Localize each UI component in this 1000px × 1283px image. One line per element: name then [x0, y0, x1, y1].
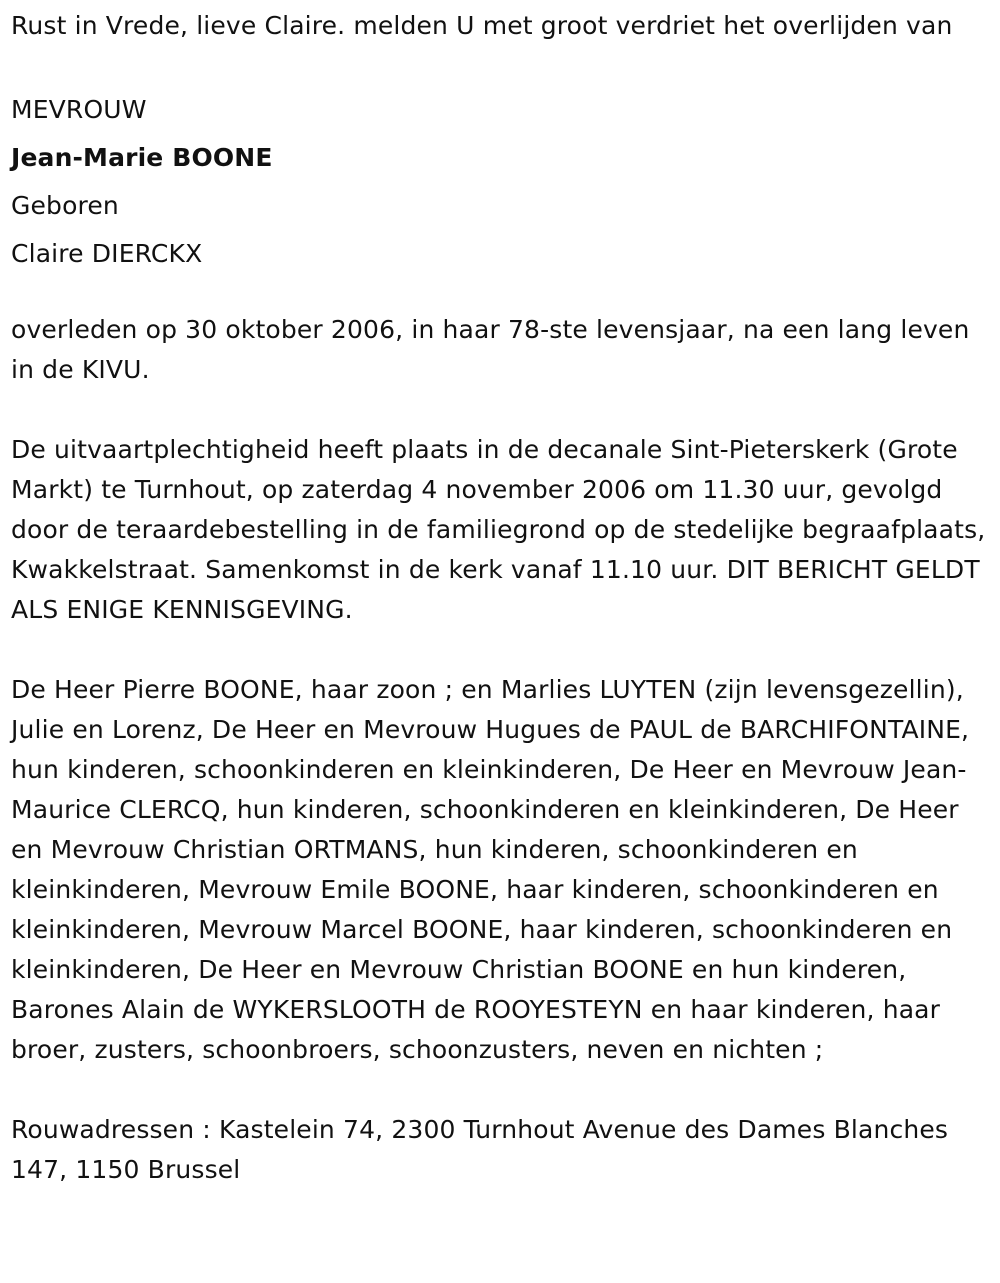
intro-paragraph: Rust in Vrede, lieve Claire. melden U met groot verdriet het overlijden van — [11, 11, 953, 40]
born-label: Geboren — [11, 191, 119, 220]
family-paragraph: De Heer Pierre BOONE, haar zoon ; en Marlies LUYTEN (zijn levensgezellin), Julie en Lorenz, De Heer en Mevrouw Hugues de PAUL de BARCHIFONTAINE, hun kinderen, schoonkinderen en kleinkinderen, De Heer en Mevrouw Jean-Maurice CLERCQ, hun kinderen, schoonkinderen en kleinkinderen, De Heer en Mevrouw Christian ORTMANS, hun kinderen, schoonkinderen en kleinkinderen, Mevrouw Emile BOONE, haar kinderen, schoonkinderen en kleinkinderen, Mevrouw Marcel BOONE, haar kinderen, schoonkinderen en kleinkinderen, De Heer en Mevrouw Christian BOONE en hun kinderen, Barones Alain de WYKERSLOOTH de ROOYESTEYN en haar kinderen, haar broer, zusters, schoonbroers, schoonzusters, neven en nichten ; — [11, 675, 970, 1064]
birth-name: Claire DIERCKX — [11, 239, 203, 268]
deceased-block — [11, 86, 988, 278]
addresses-paragraph: Rouwadressen : Kastelein 74, 2300 Turnhout Avenue des Dames Blanches 147, 1150 Brussel — [11, 1115, 949, 1184]
deceased-title: MEVROUW — [11, 95, 147, 124]
deceased-name: Jean-Marie BOONE — [11, 143, 273, 172]
death-notice-paragraph: overleden op 30 oktober 2006, in haar 78-ste levensjaar, na een lang leven in de KIVU. — [11, 315, 970, 384]
funeral-paragraph: De uitvaartplechtigheid heeft plaats in de decanale Sint-Pieterskerk (Grote Markt) te Turnhout, op zaterdag 4 november 2006 om 11.30 uur, gevolgd door de teraardebestelling in de familiegrond op de stedelijke begraafplaats, Kwakkelstraat. Samenkomst in de kerk vanaf 11.10 uur. DIT BERICHT GELDT ALS ENIGE KENNISGEVING. — [11, 435, 986, 624]
